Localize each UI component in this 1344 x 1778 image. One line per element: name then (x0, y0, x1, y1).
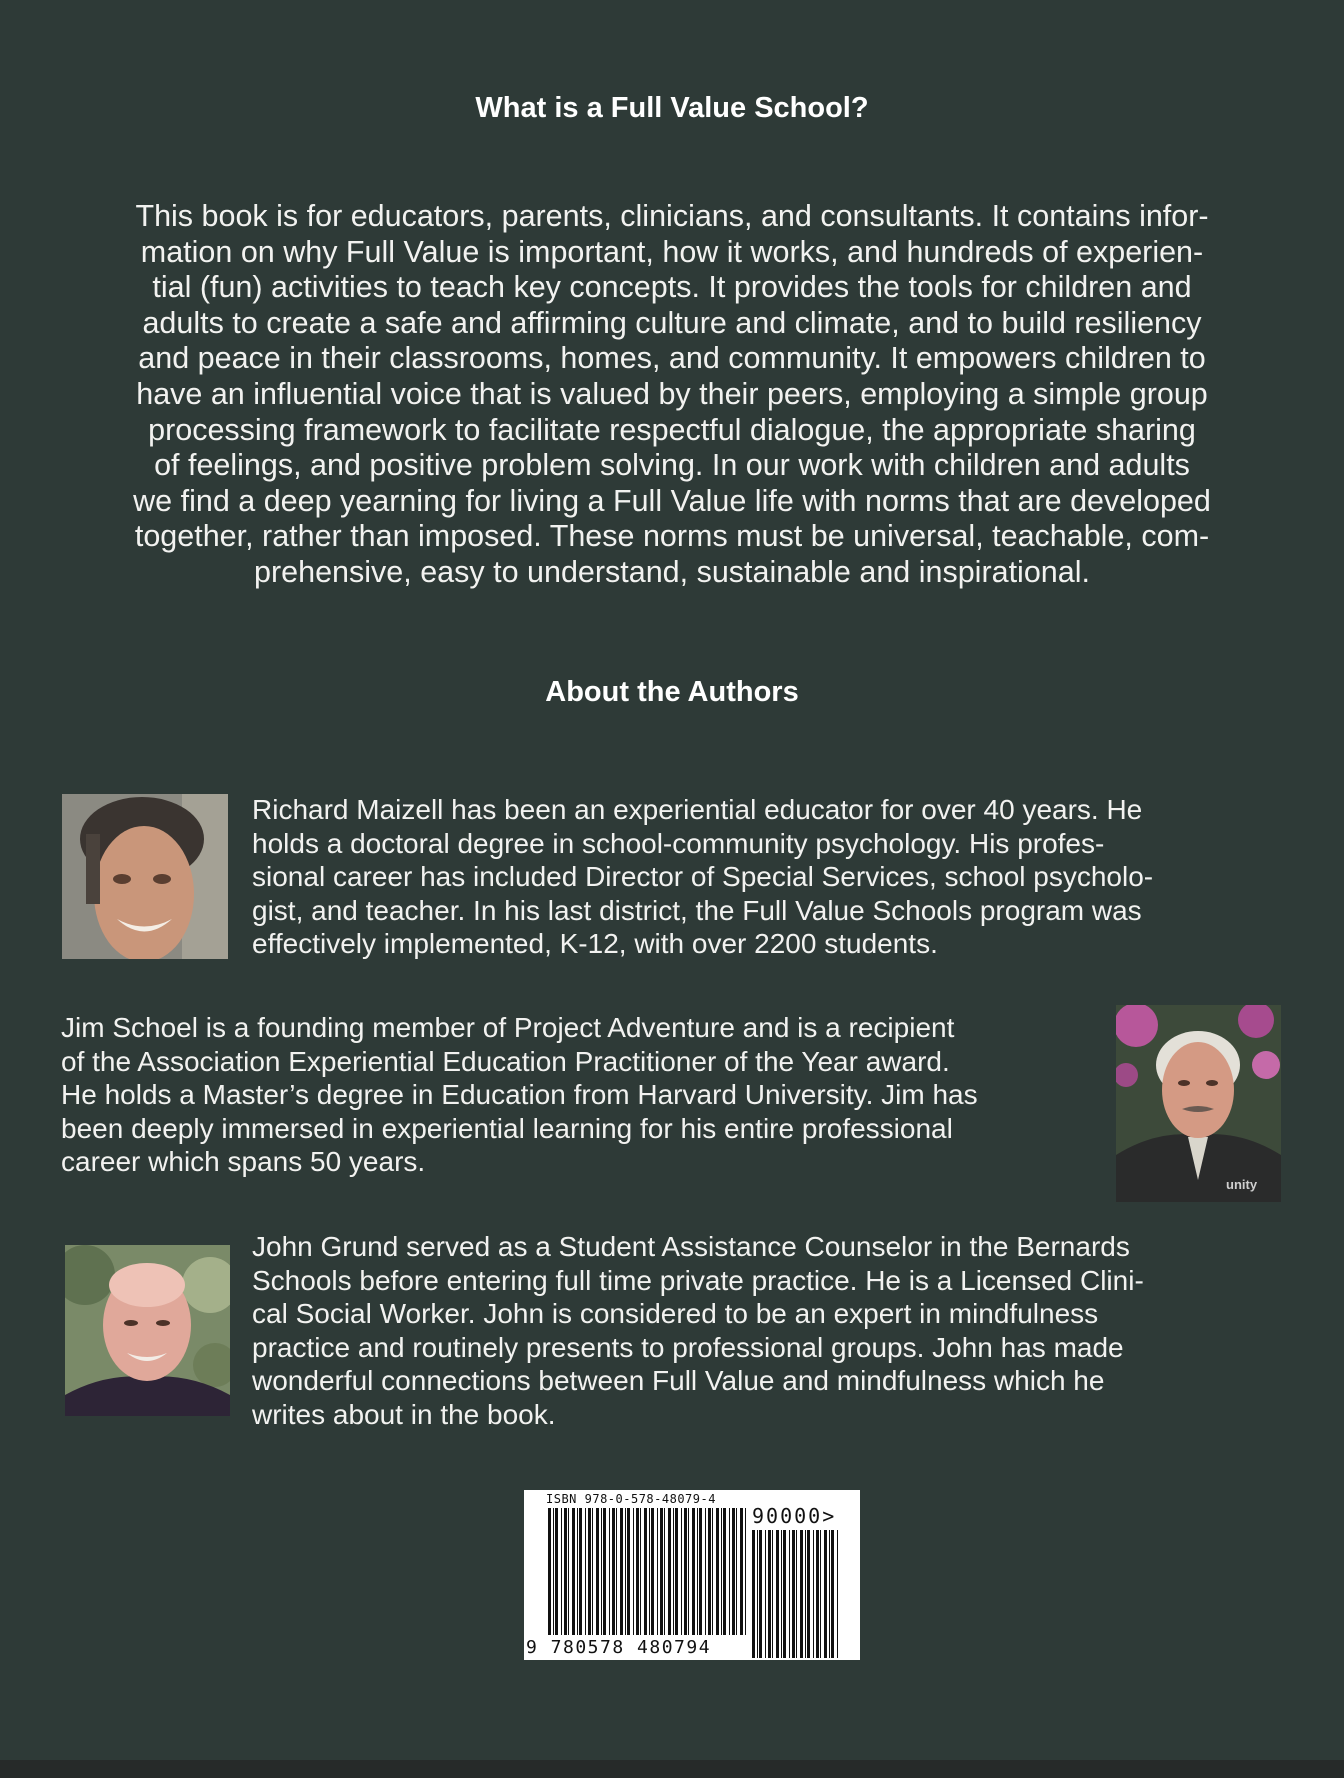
barcode-stripe (807, 1530, 810, 1658)
barcode-stripe (572, 1508, 575, 1635)
barcode-stripe (723, 1508, 726, 1635)
barcode-stripe (596, 1508, 599, 1635)
shirt-logo-text: unity (1226, 1177, 1258, 1192)
bio-line: writes about in the book. (252, 1398, 556, 1430)
description-line: adults to create a safe and affirming culture and climate, and to build resiliency (142, 305, 1202, 340)
barcode-stripe (649, 1508, 650, 1635)
barcode-stripe (657, 1508, 658, 1635)
barcode-stripe (736, 1508, 737, 1635)
bio-line: effectively implemented, K-12, with over 2200 students. (252, 928, 938, 959)
author-bio-jim-schoel (61, 1011, 978, 1179)
author-photo-john-grund (65, 1245, 230, 1416)
barcode-stripe (564, 1508, 567, 1635)
barcode-stripe (640, 1508, 641, 1635)
barcode-stripe (813, 1530, 814, 1658)
description-line: processing framework to facilitate respectful dialogue, the appropriate sharing (148, 412, 1196, 447)
barcode-stripe (603, 1508, 606, 1635)
barcode-stripe (660, 1508, 663, 1635)
bio-line: Jim Schoel is a founding member of Project Adventure and is a recipient (61, 1012, 955, 1043)
barcode-stripe (579, 1508, 582, 1635)
barcode-stripe (620, 1508, 623, 1635)
bio-line: wonderful connections between Full Value and mindfulness which he (252, 1365, 1105, 1396)
barcode-stripe (633, 1508, 634, 1635)
barcode-stripe (759, 1530, 762, 1658)
author-bio-john-grund (252, 1230, 1144, 1431)
description-line: together, rather than imposed. These norms must be universal, teachable, com- (134, 519, 1210, 554)
barcode-stripe (577, 1508, 578, 1635)
bio-line: sional career has included Director of Special Services, school psycholo- (252, 861, 1154, 892)
description-line: This book is for educators, parents, clinicians, and consultants. It contains infor- (135, 199, 1209, 233)
bio-line: been deeply immersed in experiential learning for his entire professional (61, 1112, 953, 1144)
section-heading-full-value: What is a Full Value School? (475, 92, 869, 124)
barcode-stripe (816, 1530, 819, 1658)
barcode-stripe (789, 1530, 790, 1658)
barcode-stripe (688, 1508, 689, 1635)
bio-line: career which spans 50 years. (61, 1146, 426, 1177)
price-code: 90000> (752, 1504, 837, 1528)
barcode-stripe (781, 1530, 782, 1658)
barcode-stripe (732, 1508, 735, 1635)
description-line: prehensive, easy to understand, sustainable and inspirational. (254, 554, 1090, 589)
barcode-stripe (712, 1508, 713, 1635)
barcode-stripe (820, 1530, 821, 1658)
barcode-stripe (568, 1508, 569, 1635)
barcode-stripe (555, 1508, 558, 1635)
barcode-stripe (625, 1508, 626, 1635)
barcode-stripe (800, 1530, 803, 1658)
barcode-stripe (664, 1508, 665, 1635)
barcode-digits: 9 780578 480794 (526, 1637, 712, 1658)
barcode-stripe (684, 1508, 687, 1635)
barcode-stripe (792, 1530, 795, 1658)
barcode-stripe (616, 1508, 617, 1635)
barcode-stripe (768, 1530, 771, 1658)
author-photo-jim-schoel (1116, 1005, 1281, 1202)
barcode-stripe (651, 1508, 654, 1635)
barcode-stripe (644, 1508, 647, 1635)
description-line: mation on why Full Value is important, how it works, and hundreds of experien- (140, 234, 1204, 269)
bio-line: of the Association Experiential Education Practitioner of the Year award. (61, 1045, 950, 1077)
bio-line: gist, and teacher. In his last district, the Full Value Schools program was (252, 894, 1142, 926)
barcode-stripe (612, 1508, 615, 1635)
isbn-barcode (524, 1490, 860, 1660)
barcode-stripe (757, 1530, 758, 1658)
book-description (56, 199, 1288, 591)
barcode-stripe (740, 1508, 743, 1635)
description-line: tial (fun) activities to teach key concepts. It provides the tools for children and (152, 270, 1192, 305)
barcode-stripe (824, 1530, 827, 1658)
author-bio-richard-maizell (252, 793, 1153, 961)
description-line: of feelings, and positive problem solving. In our work with children and adults (154, 448, 1190, 483)
bio-line: holds a doctoral degree in school-community psychology. His profes- (252, 827, 1105, 859)
barcode-stripe (636, 1508, 639, 1635)
barcode-stripe (721, 1508, 722, 1635)
barcode-stripe (627, 1508, 630, 1635)
barcode-stripe (796, 1530, 797, 1658)
barcode-stripe (837, 1530, 838, 1658)
barcode-stripe (548, 1508, 551, 1635)
barcode-stripe (561, 1508, 562, 1635)
section-heading-authors: About the Authors (545, 676, 799, 708)
bottom-edge (0, 1760, 1344, 1778)
barcode-stripe (705, 1508, 706, 1635)
barcode-stripe (805, 1530, 806, 1658)
barcode-stripe (675, 1508, 678, 1635)
barcode-stripe (708, 1508, 711, 1635)
bio-line: Richard Maizell has been an experiential educator for over 40 years. He (252, 794, 1143, 825)
barcode-stripe (745, 1508, 746, 1635)
description-line: have an influential voice that is valued by their peers, employing a simple group (136, 376, 1208, 411)
barcode-stripe (588, 1508, 591, 1635)
barcode-stripe (681, 1508, 682, 1635)
barcode-stripe (772, 1530, 773, 1658)
barcode-stripe (699, 1508, 702, 1635)
barcode-stripe (829, 1530, 830, 1658)
description-line: and peace in their classrooms, homes, and community. It empowers children to (138, 341, 1206, 376)
bio-line: cal Social Worker. John is considered to be an expert in mindfulness (252, 1298, 1099, 1329)
barcode-stripe (783, 1530, 786, 1658)
barcode-stripe (716, 1508, 719, 1635)
bio-line: practice and routinely presents to professional groups. John has made (252, 1331, 1124, 1363)
barcode-stripe (752, 1530, 755, 1658)
bio-line: He holds a Master’s degree in Education from Harvard University. Jim has (61, 1079, 978, 1110)
barcode-stripe (601, 1508, 602, 1635)
barcode-stripe (592, 1508, 593, 1635)
barcode-stripe (697, 1508, 698, 1635)
barcode-stripe (831, 1530, 834, 1658)
barcode-stripe (668, 1508, 671, 1635)
barcode-stripe (673, 1508, 674, 1635)
bio-line: John Grund served as a Student Assistance Counselor in the Bernards (252, 1231, 1130, 1262)
barcode-stripe (692, 1508, 695, 1635)
barcode-stripe (729, 1508, 730, 1635)
barcode-stripe (776, 1530, 779, 1658)
description-line: we find a deep yearning for living a Full Value life with norms that are developed (133, 483, 1211, 518)
barcode-stripe (553, 1508, 554, 1635)
bio-line: Schools before entering full time private practice. He is a Licensed Clini- (252, 1264, 1144, 1296)
barcode-stripe (585, 1508, 586, 1635)
barcode-stripe (609, 1508, 610, 1635)
author-photo-richard-maizell (62, 794, 228, 959)
barcode-stripe (765, 1530, 766, 1658)
isbn-label: ISBN 978-0-578-48079-4 (546, 1492, 716, 1506)
